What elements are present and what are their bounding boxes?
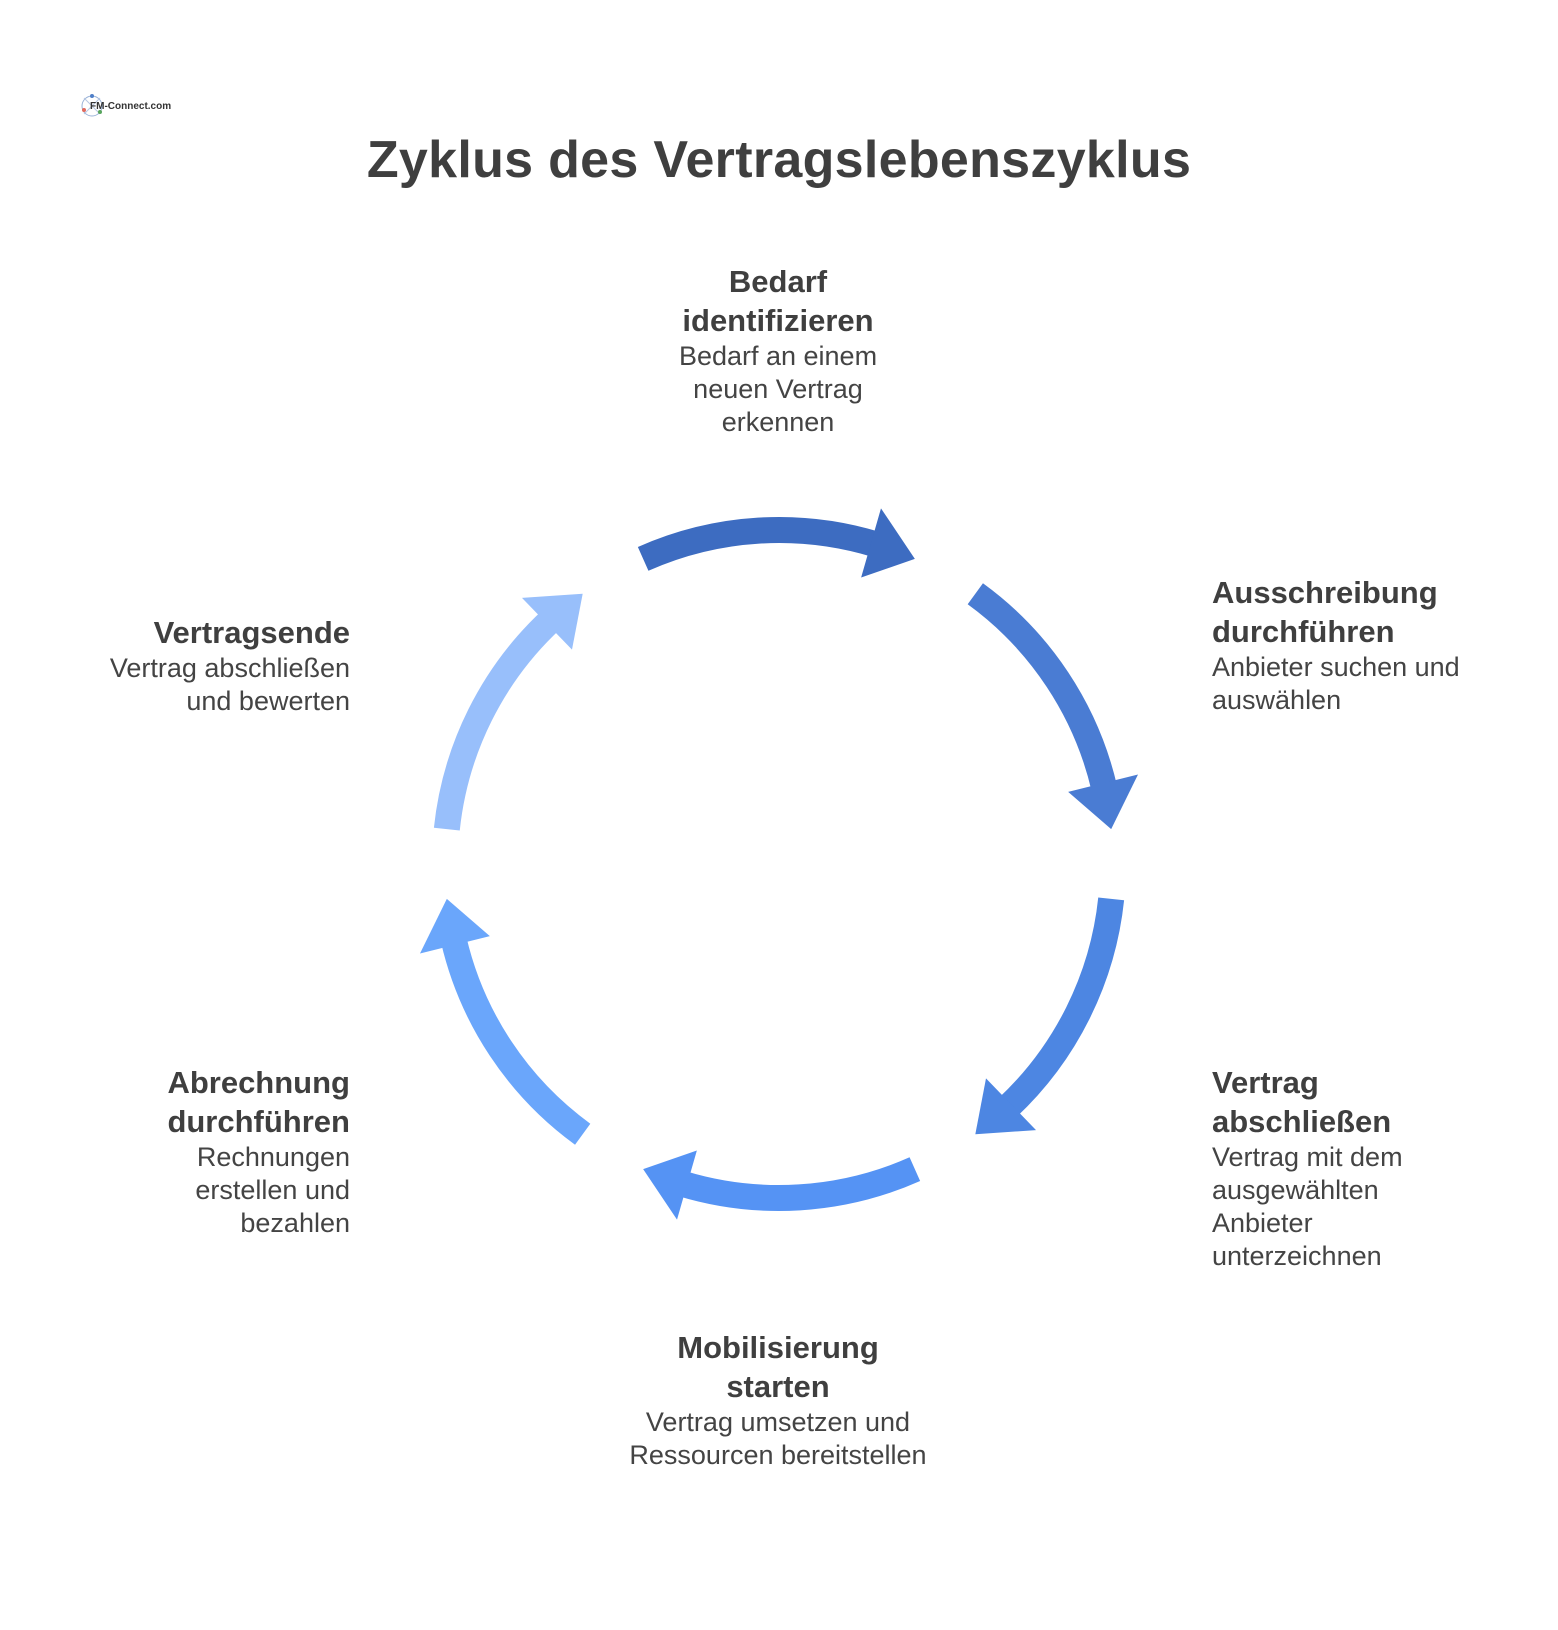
step-vertrag-abschliessen: [1212, 1063, 1452, 1273]
step-description: Bedarf an einem neuen Vertrag erkennen: [678, 341, 878, 437]
arrow-ausschreibung-to-vertrag-shaft: [975, 594, 1104, 789]
step-title: Vertrag abschließen: [1212, 1065, 1392, 1139]
step-description: Vertrag abschließen und bewerten: [109, 653, 350, 716]
step-title: Vertragsende: [153, 615, 350, 650]
arrow-mobilisierung-to-abrechnung-shaft: [681, 1169, 915, 1198]
step-title: Bedarf identifizieren: [682, 264, 874, 338]
step-description: Rechnungen erstellen und bezahlen: [195, 1142, 350, 1238]
step-title: Abrechnung durchführen: [167, 1065, 350, 1139]
step-description: Anbieter suchen und auswählen: [1212, 652, 1460, 715]
step-title: Mobilisierung starten: [677, 1330, 879, 1404]
page-title: Zyklus des Vertragslebenszyklus: [366, 131, 1192, 189]
step-description: Vertrag mit dem ausgewählten Anbieter unterzeichnen: [1212, 1142, 1403, 1271]
step-ausschreibung-durchfuehren: [1212, 573, 1512, 717]
step-bedarf-identifizieren: [638, 262, 918, 439]
step-abrechnung-durchfuehren: [110, 1063, 350, 1240]
arrow-vertragsende-to-bedarf-shaft: [447, 620, 551, 829]
step-description: Vertrag umsetzen und Ressourcen bereitstellen: [629, 1407, 927, 1470]
step-vertragsende: [60, 613, 350, 718]
arrow-vertrag-to-mobilisierung-shaft: [1007, 899, 1111, 1108]
arrow-abrechnung-to-vertragsende-shaft: [454, 939, 583, 1134]
step-mobilisierung-starten: [628, 1328, 928, 1472]
step-title: Ausschreibung durchführen: [1212, 575, 1438, 649]
logo-text: FM-Connect.com: [90, 101, 172, 112]
arrow-bedarf-to-ausschreibung-shaft: [643, 530, 877, 559]
